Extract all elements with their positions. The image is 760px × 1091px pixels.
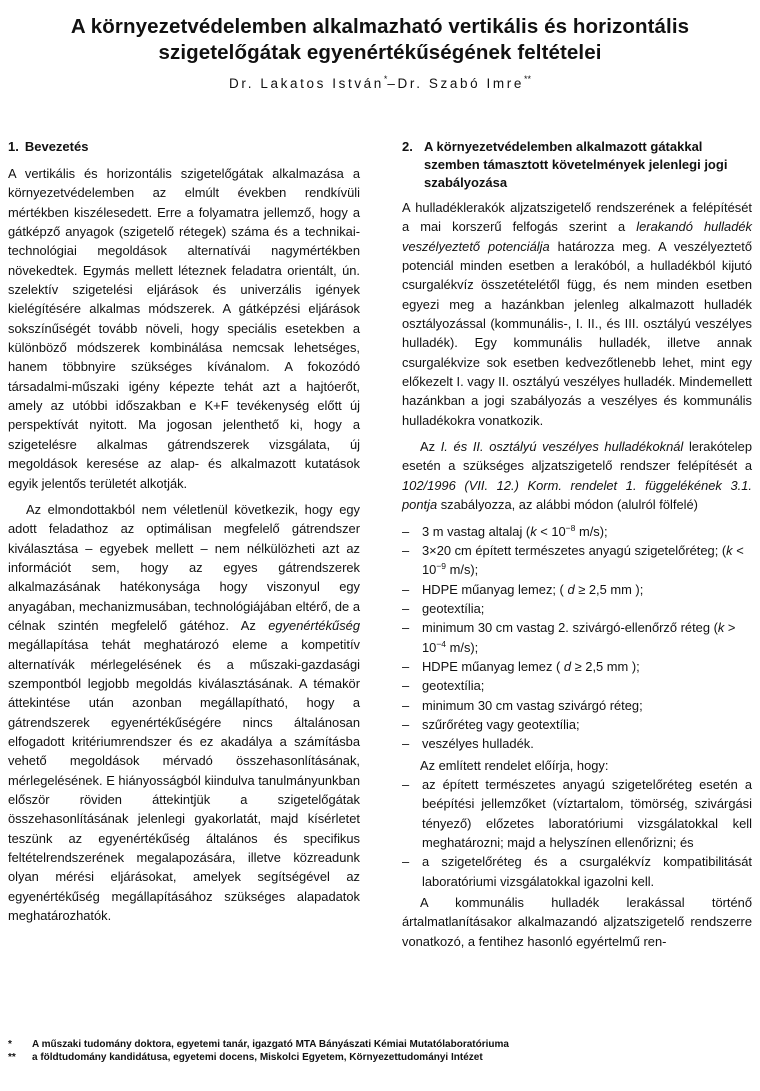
- list-item: [402, 618, 752, 657]
- section-1-number: 1.: [8, 139, 19, 154]
- title-line-1: A környezetvédelemben alkalmazható vertikális és horizontális: [70, 15, 690, 38]
- text-run: m/s);: [446, 639, 479, 655]
- list-item: [402, 580, 752, 599]
- emphasis-rendelet: 102/1996 (VII. 12.) Korm. rendelet 1. függelékének 3.1. pontja: [402, 477, 752, 513]
- footnotes: [8, 1038, 748, 1064]
- list-item: – geotextília;: [402, 599, 752, 618]
- text-run: < 10: [422, 542, 744, 578]
- symbol-k: k: [530, 523, 537, 539]
- symbol-k: k: [717, 620, 725, 636]
- text-run: Az elmondottakból nem véletlenül következik, hogy egy adott feladathoz az optimálisan megfelelő gátrendszer kiválasztása – egyebek mellett – nem nélkülözheti azt az információt sem, hogy az egyes gátrendszerek alkalmazásának hatékonysága hogy viszonyul egy anyagában, mechanizmusában, technológiájában eltérő, de a célnak szintén megfelelő gátéhoz. Az: [8, 501, 360, 633]
- text-run: minimum 30 cm vastag 2. szivárgó-ellenőrző réteg (: [422, 620, 718, 636]
- title-line-2: szigetelőgátak egyenértékűségének feltételei: [158, 41, 602, 64]
- symbol-k: k: [726, 542, 733, 558]
- text-run: ≥ 2,5 mm );: [571, 658, 640, 674]
- author-1-footnote-mark: *: [383, 74, 388, 84]
- requirement-list: [402, 775, 752, 891]
- list-item: [402, 541, 752, 580]
- list-item: [402, 522, 752, 541]
- list-item: – az épített természetes anyagú szigetelőréteg esetén a beépítési jellemzőket (víztartalom, tömörség, szivárgási tényező) előzetes laboratóriumi vizsgálatokkal kell meghatározni; majd a helyszínen ellenőrizni; és: [402, 775, 752, 852]
- exponent: −8: [565, 522, 576, 533]
- exponent: −9: [436, 561, 447, 572]
- list-item: – szűrőréteg vagy geotextília;: [402, 715, 752, 734]
- author-2-footnote-mark: **: [523, 74, 531, 84]
- emphasis-veszelyezteto-potencial: lerakandó hulladék veszélyeztető potenciálja: [402, 219, 752, 254]
- author-separator: –: [387, 76, 398, 91]
- footnote-1-text: A műszaki tudomány doktora, egyetemi tanár, igazgató MTA Bányászati Kémiai Mutatólaboratóriuma: [32, 1039, 509, 1050]
- section-1-title: Bevezetés: [24, 139, 89, 154]
- footnote-1-mark: *: [8, 1039, 12, 1050]
- section-1-paragraph-1: A vertikális és horizontális szigetelőgátak alkalmazása a környezetvédelemben az elmúlt években rendkívüli mértékben kiszélesedett. Erre a folyamatra jellemző, hogy a gátképző anyagok (szigetelő rétegek) száma és a technikai-technológiai megoldások alternatívái nagymértékben növekedtek. Egymás mellett léteznek feladatra orientált, ún. szelektív szigetelési eljárások és univerzális igények kielégítésére alkalmas módszerek. A gátképzési eljárások sokszínűségét tovább növeli, hogy speciális esetekben a különböző módszerek kombinálása nemcsak lehetséges, hanem többnyire szükséges kívánalom. A fokozódó társadalmi-műszaki igény képezte tehát azt a hajtóerőt, amely az utóbbi időszakban e K+F tevékenység előtt új perspektívát nyitott. Ma jogosan jelenthető ki, hogy a szigetelésre alkalmas gátrendszerek vizsgálata, új megoldások keresése az alap- és alkalmazott kutatások egyik jelentős területét alkotják.: [8, 166, 360, 491]
- section-2-paragraph-1: [402, 198, 752, 430]
- text-run: 3 m vastag altalaj (: [422, 523, 531, 539]
- list-item: [402, 657, 752, 676]
- text-run: lerakótelep esetén a szükséges aljzatszigetelő rendszer felépítését a: [402, 439, 753, 474]
- right-column: [402, 138, 752, 958]
- section-1-paragraph-2: [8, 500, 360, 926]
- text-run: 3×20 cm épített természetes anyagú szigetelőréteg; (: [422, 542, 727, 558]
- list-item: – geotextília;: [402, 676, 752, 695]
- footnote-1: [8, 1038, 748, 1051]
- article-header: [20, 14, 740, 91]
- symbol-d: d: [563, 658, 572, 674]
- section-1-heading: [8, 138, 360, 156]
- text-run: m/s);: [446, 562, 479, 578]
- text-run: m/s);: [575, 523, 608, 539]
- section-2-paragraph-3: Az említett rendelet előírja, hogy:: [420, 757, 609, 773]
- author-1: Dr. Lakatos István: [229, 76, 384, 91]
- list-item: – minimum 30 cm vastag szivárgó réteg;: [402, 696, 752, 715]
- section-2-paragraph-2: [402, 437, 752, 514]
- layer-list: [402, 522, 752, 754]
- text-run: HDPE műanyag lemez (: [422, 658, 564, 674]
- section-2-heading: [402, 138, 752, 192]
- section-2-title: A környezetvédelemben alkalmazott gátakkal szemben támasztott követelmények jelenlegi jogi szabályozása: [424, 139, 728, 190]
- text-run: > 10: [422, 620, 736, 655]
- section-2-paragraph-4: A kommunális hulladék lerakással történő ártalmatlanításakor alkalmazandó aljzatszigetelő rendszerre vonatkozó, a fentihez hasonló egyértelmű ren-: [402, 895, 752, 949]
- article-title: [20, 14, 740, 66]
- text-run: határozza meg. A veszélyeztető potenciál minden esetben a lerakóból, a hulladékból kijutó csurgalékvíz összetételétől függ, és nem minden esetben egyezi meg a hazánkban jelenleg alkalmazott hulladék osztályozással (kommunális-, I. II., és III. osztályú veszélyes hulladék). Egy kommunális hulladék, illetve annak csurgalékvize sok esetben kedvezőtlenebb lehet, mint egy előkezelt I. vagy II. osztályú veszélyes hulladék. Mindemellett hazánkban a jogi szabályozás a veszélyes és kommunális hulladékokra vonatkozik.: [402, 238, 752, 428]
- emphasis-egyenertekuseg: egyenértékűség: [268, 617, 360, 633]
- emphasis-veszelyes-hulladek: I. és II. osztályú veszélyes hulladékoknál: [440, 439, 684, 455]
- left-column: [8, 138, 360, 932]
- text-run: ≥ 2,5 mm );: [574, 581, 644, 597]
- text-run: szabályozza, az alábbi módon (alulról fölfelé): [437, 497, 698, 513]
- symbol-d: d: [567, 581, 575, 597]
- text-run: A hulladéklerakók aljzatszigetelő rendszerének a felépítését a mai korszerű felfogás szerint a: [402, 200, 752, 235]
- text-run: < 10: [536, 523, 566, 539]
- footnote-2: [8, 1051, 748, 1064]
- author-2: Dr. Szabó Imre: [397, 76, 524, 91]
- text-run: megállapítása tehát meghatározó eleme a kompetitív alternatívák mérlegelésének és a műszaki-gazdasági szempontból legjobb megoldás kiválasztásának. A témakör áttekintése után azonban megállapítható, hogy a gátrendszerek egyenértékűségére nincs általánosan elfogadott kritériumrendszer és ez akadálya a számításba vehető megoldások mérvadó összehasonlításának, mérlegelésének. E hiányosságból kiindulva tanulmányunkban először röviden áttekintjük a szigetelőgátak összehasonlításának jelenlegi gyakorlatát, majd kísérletet teszünk az egyenértékűség általános és specifikus feltételrendszerének megalapozására, illetve közreadunk olyan mérési eljárásokat, amelyek segítségével az egyenértékűség megállapításához szükséges alapadatok meghatározhatók.: [8, 637, 360, 924]
- text-run: Az: [420, 439, 441, 455]
- footnote-2-mark: **: [8, 1052, 16, 1063]
- section-2-number: 2.: [402, 139, 413, 154]
- list-item: – veszélyes hulladék.: [402, 734, 752, 753]
- list-item: – a szigetelőréteg és a csurgalékvíz kompatibilitását laboratóriumi vizsgálatokkal igazolni kell.: [402, 852, 752, 891]
- footnote-2-text: a földtudomány kandidátusa, egyetemi docens, Miskolci Egyetem, Környezettudományi Intézet: [32, 1052, 483, 1063]
- text-run: HDPE műanyag lemez; (: [422, 581, 568, 597]
- author-line: [20, 74, 740, 91]
- exponent: −4: [436, 638, 447, 649]
